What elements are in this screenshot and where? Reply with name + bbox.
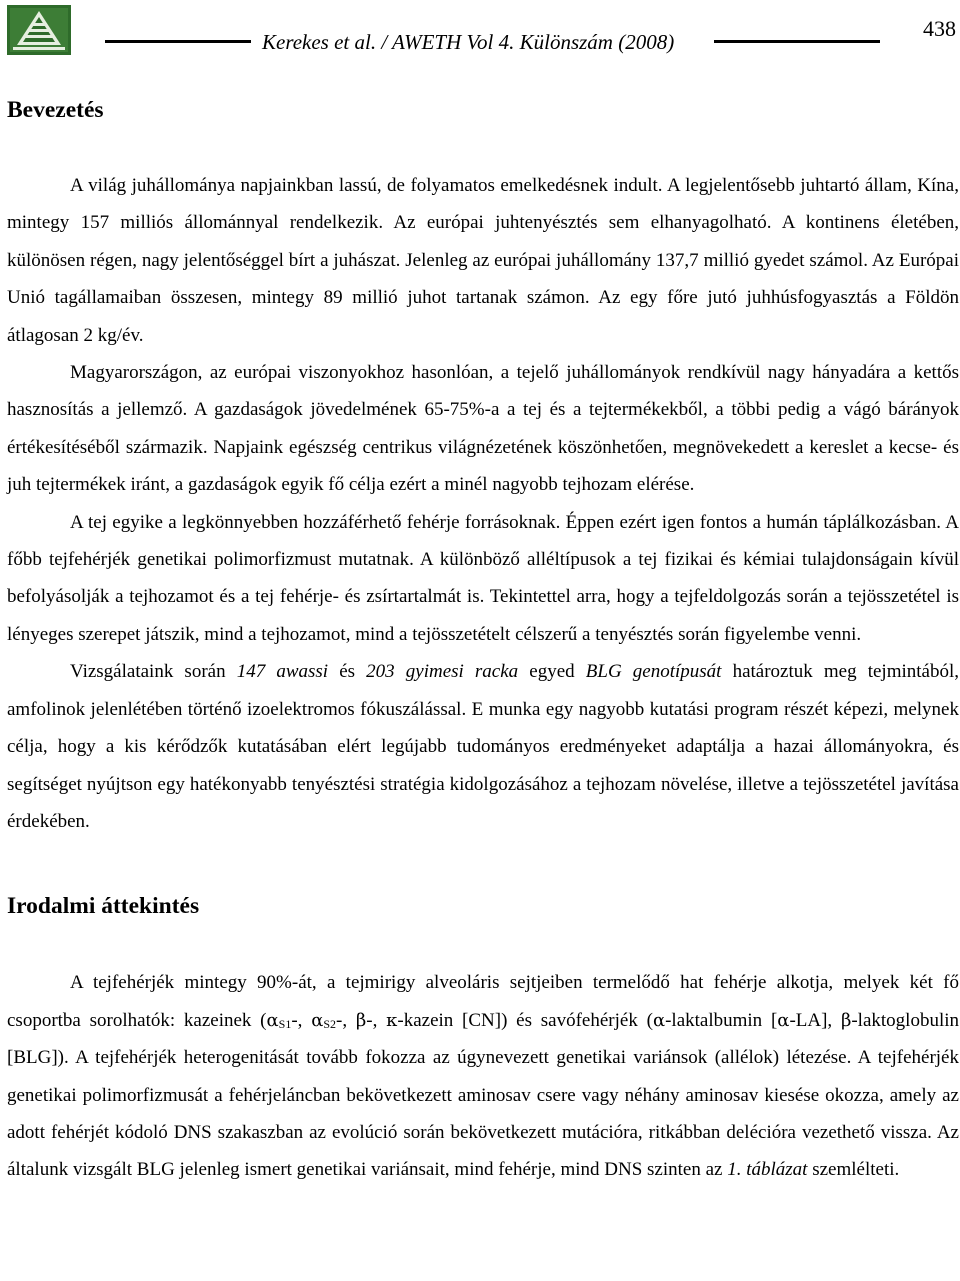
header-rule-right <box>714 40 880 43</box>
greek-kappa: κ <box>386 1009 398 1031</box>
greek-beta: β <box>840 1009 852 1031</box>
paragraph-3: A tej egyike a legkönnyebben hozzáférhető fehérje forrásoknak. Éppen ezért igen fontos a humán táplálkozásban. A főbb tejfehérjék genetikai polimorfizmust mutatnak. A különböző alléltípusok a tej fizikai és kémiai tulajdonságain kívül befolyásolják a tejhozamot és a tej fehérje- és zsírtartalmát is. Tekintettel arra, hogy a tejfeldolgozás során a tejösszetétel is lényeges szerepet játszik, mind a tejhozamot, mind a tejösszetételt célszerű a tenyésztés során figyelembe venni. <box>7 511 959 645</box>
p5-text-8: -laktoglobulin [BLG]). A tejfehérjék heterogenitását tovább fokozza az úgynevezett genetikai variánsok (allélok) létezése. A tejfehérjék genetikai polimorfizmusát a fehérjeláncban bekövetkezett aminosav csere vagy néhány aminosav kiesése okozza, amely az adott fehérjét kódoló DNS szakaszban az evolúció során bekövetkezett mutációra, ritkábban delécióra vezethető vissza. Az általunk vizsgált BLG jelenleg ismert genetikai variánsait, mind fehérje, mind DNS szinten az <box>7 1009 959 1181</box>
p4-text-1: Vizsgálataink során <box>70 661 237 683</box>
p5-text-6: -laktalbumin [ <box>665 1009 778 1031</box>
p5-text-3: -, <box>336 1009 356 1031</box>
p4-italic-racka: 203 gyimesi racka <box>366 661 519 683</box>
paragraph-2: Magyarországon, az európai viszonyokhoz hasonlóan, a tejelő juhállományok rendkívül nagy hányadára a kettős hasznosítás a jellemző. A gazdaságok jövedelmének 65-75%-a a tej és a tejtermékekből, a többi pedig a vágó bárányok értékesítéséből származik. Napjaink egészség centrikus világnézetének köszönhetően, megnövekedett a kereslet a kecse- és juh tejtermékek iránt, a gazdaságok egyik fő célja ezért a minél nagyobb tejhozam elérése. <box>7 362 959 496</box>
p4-text-3: egyed <box>518 661 586 683</box>
greek-alpha: α <box>266 1009 279 1031</box>
paragraph-1: A világ juhállománya napjainkban lassú, de folyamatos emelkedésnek indult. A legjelentősebb juhtartó állam, Kína, mintegy 157 milliós állománnyal rendelkezik. Az európai juhtenyésztés sem elhanyagolható. A kontinens életében, különösen régen, nagy jelentőséggel bírt a juhászat. Jelenleg az európai juhállomány 137,7 millió gyedet számol. Az Európai Unió tagállamaiban összesen, mintegy 89 millió juhot tartanak számon. Az egy főre jutó juhhúsfogyasztás a Földön átlagosan 2 kg/év. <box>7 175 959 346</box>
journal-title: Kerekes et al. / AWETH Vol 4. Különszám (2008) <box>262 30 675 54</box>
subscript-s2: S2 <box>323 1016 337 1031</box>
greek-beta: β <box>355 1009 367 1031</box>
p4-italic-awassi: 147 awassi <box>236 661 329 683</box>
paragraph-4 <box>7 653 959 840</box>
p5-text-5: -kazein [CN]) és savófehérjék ( <box>397 1009 653 1031</box>
p5-text-9: szemlélteti. <box>807 1159 900 1181</box>
p5-text-4: -, <box>366 1009 387 1031</box>
greek-alpha: α <box>311 1009 324 1031</box>
p5-italic-table-ref: 1. táblázat <box>727 1159 808 1181</box>
journal-logo-icon <box>7 5 71 55</box>
paragraph-5 <box>7 964 959 1188</box>
p4-text-2: és <box>328 661 367 683</box>
subscript-s1: S1 <box>278 1016 292 1031</box>
p5-text-7: -LA], <box>789 1009 841 1031</box>
greek-alpha: α <box>777 1009 790 1031</box>
section-heading-intro: Bevezetés <box>7 97 104 123</box>
p4-italic-blg: BLG genotípusát <box>585 661 722 683</box>
p5-text-2: -, <box>291 1009 312 1031</box>
article-body <box>7 86 959 1189</box>
page-header <box>0 0 960 60</box>
page-number: 438 <box>923 16 956 41</box>
p4-text-4: határoztuk meg tejmintából, amfolinok jelenlétében történő izoelektromos fókuszálással. E munka egy nagyobb kutatási program részét képezi, melynek célja, hogy a kis kérődzők kutatásában elért legújabb tudományos eredményeket adaptálja a hazai állományokra, és segítséget nyújtson egy hatékonyabb tenyésztési stratégia kidolgozásához a tejhozam növelése, illetve a tejösszetétel javítása érdekében. <box>7 661 960 832</box>
greek-alpha: α <box>652 1009 666 1031</box>
p5-text-1: A tejfehérjék mintegy 90%-át, a tejmirigy alveoláris sejtjeiben termelődő hat fehérje alkotja, melyek két fő csoportba sorolhatók: kazeinek ( <box>7 972 959 1031</box>
section-heading-review: Irodalmi áttekintés <box>7 893 200 920</box>
header-rule-left <box>105 40 251 43</box>
